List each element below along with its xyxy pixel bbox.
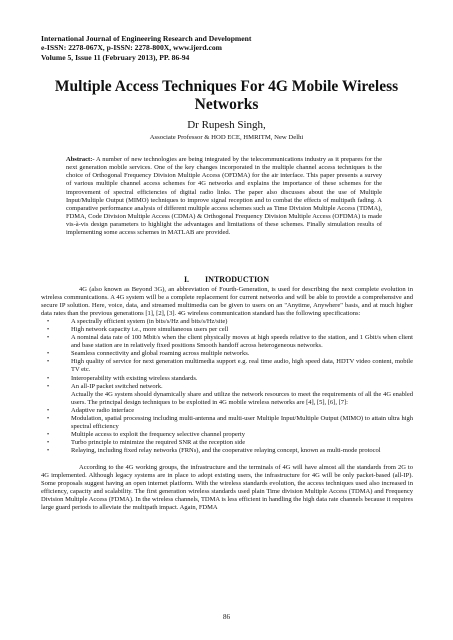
spec-text: A nominal data rate of 100 Mbit/s when the client physically moves at high speeds relative to the station, and 1 Gbit/s when client and base station are in relatively fixed positions Smooth handoff across heterogeneous networks. bbox=[71, 334, 413, 350]
paper-title: Multiple Access Techniques For 4G Mobile Wireless Networks bbox=[54, 78, 399, 113]
spec-item bbox=[41, 415, 413, 431]
spec-text: A spectrally efficient system (in bits/s/Hz and bits/s/Hz/site) bbox=[71, 318, 228, 326]
spec-text: Relaying, including fixed relay networks (FRNs), and the cooperative relaying concept, known as multi-mode protocol bbox=[71, 446, 381, 454]
author-name: Dr Rupesh Singh, bbox=[187, 119, 266, 131]
spec-text: Multiple access to exploit the frequency selective channel property bbox=[71, 430, 245, 438]
bullet-icon: • bbox=[47, 327, 50, 334]
bullet-icon: • bbox=[47, 431, 50, 438]
intro-paragraph: 4G (also known as Beyond 3G), an abbreviation of Fourth-Generation, is used for describing the next complete evolution in wireless communications. A 4G system will be a complete replacement for current networks and will be able to provide a comprehensive and secure IP solution. Here, voice, data, and streamed multimedia can be given to users on an "Anytime, Anywhere" basis, and at much higher data rates than the previous generations [1], [2], [3]. 4G wireless communication standard has the following specifications: bbox=[41, 286, 413, 318]
spec-item bbox=[41, 447, 413, 455]
bullet-icon: • bbox=[47, 447, 50, 454]
abstract-text: A number of new technologies are being integrated by the telecommunications industry as it prepares for the next generation mobile services. One of the key changes incorporated in the multiple channel access techniques is the choice of Orthogonal Frequency Division Multiple Access (OFDMA) for the air interface. This paper presents a survey of various multiple channel access schemes for 4G networks and explains the importance of these schemes for the improvement of spectral efficiencies of digital radio links. The paper also discusses about the use of Multiple Input/Multiple Output (MIMO) techniques to improve signal reception and to combat the effects of multipath fading. A comparative performance analysis of different multiple access schemes such as Time Division Multiple Access (TDMA), FDMA, Code Division Multiple Access (CDMA) & Orthogonal Frequency Division Multiple Access (OFDMA) is made vis-à-vis design parameters to highlight the advantages and limitations of these schemes. Finally simulation results of implementing some access schemes in MATLAB are provided. bbox=[66, 156, 382, 237]
body-text bbox=[41, 286, 413, 512]
abstract bbox=[66, 156, 382, 238]
bullet-icon: • bbox=[47, 319, 50, 326]
spec-item bbox=[41, 350, 413, 358]
spec-text: Actually the 4G system should dynamically share and utilize the network resources to meet the requirements of all the 4G enabled users. The principal design techniques to be exploited in 4G mobile wireless networks are [4], [5], [6], [7]: bbox=[71, 390, 413, 406]
bullet-icon: • bbox=[47, 439, 50, 446]
section-heading: I. INTRODUCTION bbox=[183, 275, 270, 284]
spec-item bbox=[41, 375, 413, 383]
spec-item bbox=[41, 358, 413, 374]
bullet-icon: • bbox=[47, 415, 50, 422]
spec-text: Seamless connectivity and global roaming across multiple networks. bbox=[71, 350, 250, 358]
spec-text: Modulation, spatial processing including multi-antenna and multi-user Multiple Input/Multiple Output (MIMO) to attain ultra high spectral efficiency bbox=[71, 414, 413, 430]
journal-volume: Volume 5, Issue 11 (February 2013), PP. 86-94 bbox=[41, 52, 190, 62]
bullet-icon: • bbox=[47, 383, 50, 390]
spec-text: High network capacity i.e., more simultaneous users per cell bbox=[71, 326, 229, 334]
bullet-icon: • bbox=[47, 359, 50, 366]
author-affiliation: Associate Professor & HOD ECE, HMRITM, New Delhi bbox=[149, 134, 304, 141]
spec-text: High quality of service for next generation multimedia support e.g. real time audio, high speed data, HDTV video content, mobile TV etc. bbox=[71, 358, 413, 374]
spec-list bbox=[41, 318, 413, 455]
spec-text: Turbo principle to minimize the required SNR at the reception side bbox=[71, 438, 246, 446]
journal-name: International Journal of Engineering Research and Development bbox=[41, 34, 252, 43]
closing-paragraph: According to the 4G working groups, the infrastructure and the terminals of 4G will have almost all the standards from 2G to 4G implemented. Although legacy systems are in place to adopt existing users, the infrastructure for 4G will be only packet-based (all-IP). Some proposals suggest having an open internet platform. With the wireless standards evolution, the access techniques used also increased in efficiency, capacity and scalability. The first generation wireless standards used plain Time division Multiple Access (TDMA) and Frequency Division Multiple Access (FDMA). In the wireless channels, TDMA is less efficient in handling the high data rate channels because it requires large guard periods to alleviate the multipath impact. Again, FDMA bbox=[41, 463, 413, 512]
spec-item bbox=[41, 407, 413, 415]
spec-text: Adaptive radio interface bbox=[71, 406, 135, 414]
spec-item bbox=[41, 334, 413, 350]
spec-text: Interoperability with existing wireless standards. bbox=[71, 374, 198, 382]
bullet-icon: • bbox=[47, 407, 50, 414]
journal-header bbox=[41, 34, 251, 62]
abstract-label: Abstract:- bbox=[66, 156, 95, 163]
bullet-icon: • bbox=[47, 335, 50, 342]
page-number: 86 bbox=[223, 613, 230, 621]
journal-issn: e-ISSN: 2278-067X, p-ISSN: 2278-800X, www.ijerd.com bbox=[41, 43, 222, 53]
bullet-icon: • bbox=[47, 375, 50, 382]
spec-text: An all-IP packet switched network. bbox=[71, 382, 163, 390]
spec-item bbox=[41, 383, 413, 407]
spec-item bbox=[41, 431, 413, 439]
spec-item bbox=[41, 318, 413, 326]
bullet-icon: • bbox=[47, 351, 50, 358]
spec-item bbox=[41, 326, 413, 334]
spec-item bbox=[41, 439, 413, 447]
